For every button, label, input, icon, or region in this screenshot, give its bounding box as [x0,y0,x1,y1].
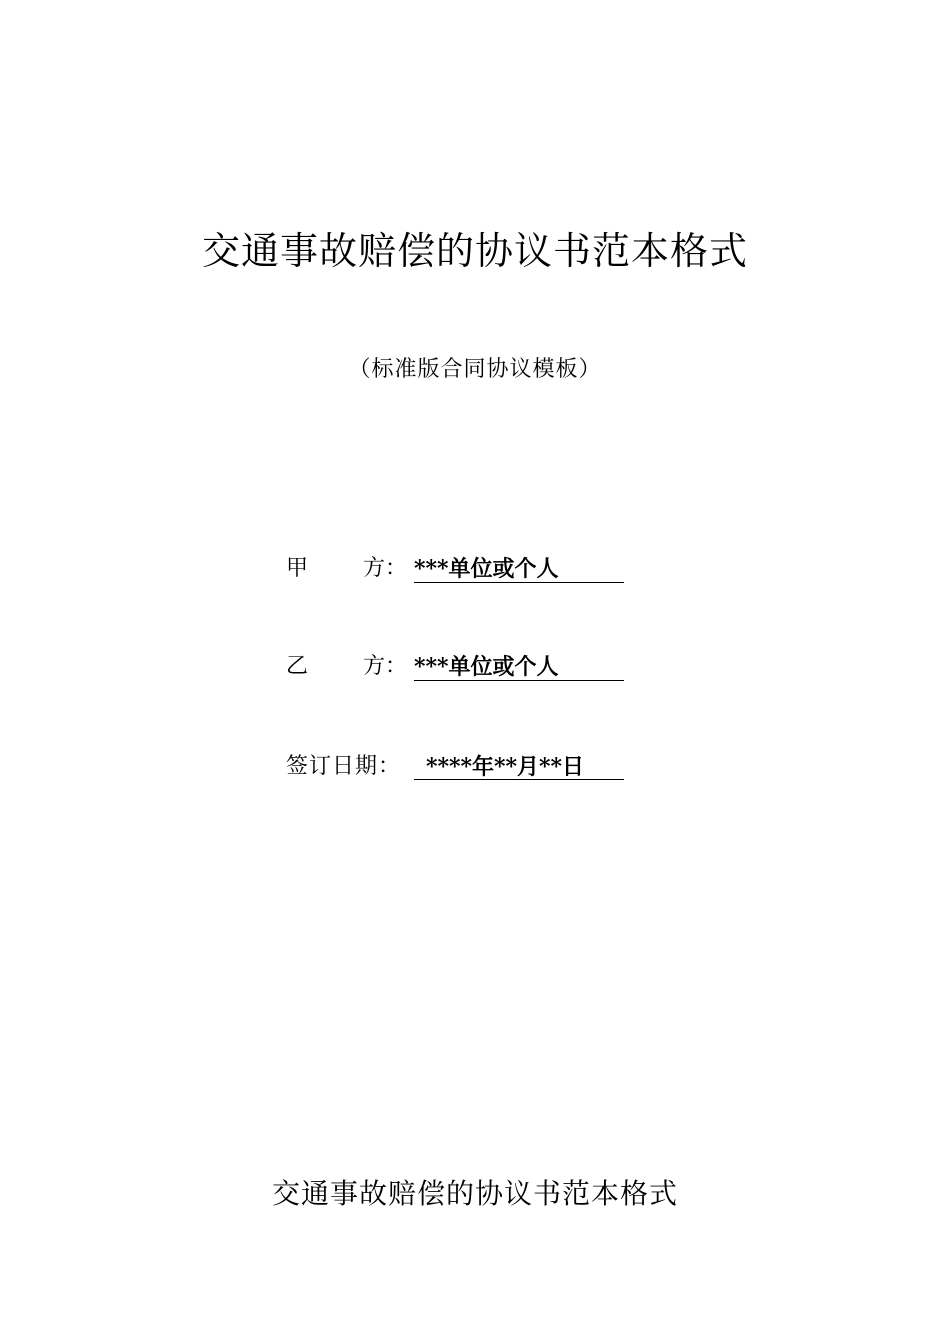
party-a-value: ***单位或个人 [414,552,624,583]
sign-date-label-text: 签订日期： [286,754,402,779]
document-subtitle: （标准版合同协议模板） [348,357,602,382]
party-b-label-first: 乙 [286,654,309,679]
party-a-label-second: 方： [363,556,408,581]
sign-date-value: ****年**月**日 [414,750,624,780]
party-b-label-second: 方： [363,654,408,679]
party-b-value: ***单位或个人 [414,650,624,681]
document-title: 交通事故赔偿的协议书范本格式 [201,229,748,273]
party-a-label-first: 甲 [286,556,309,581]
footer-title: 交通事故赔偿的协议书范本格式 [271,1177,678,1210]
